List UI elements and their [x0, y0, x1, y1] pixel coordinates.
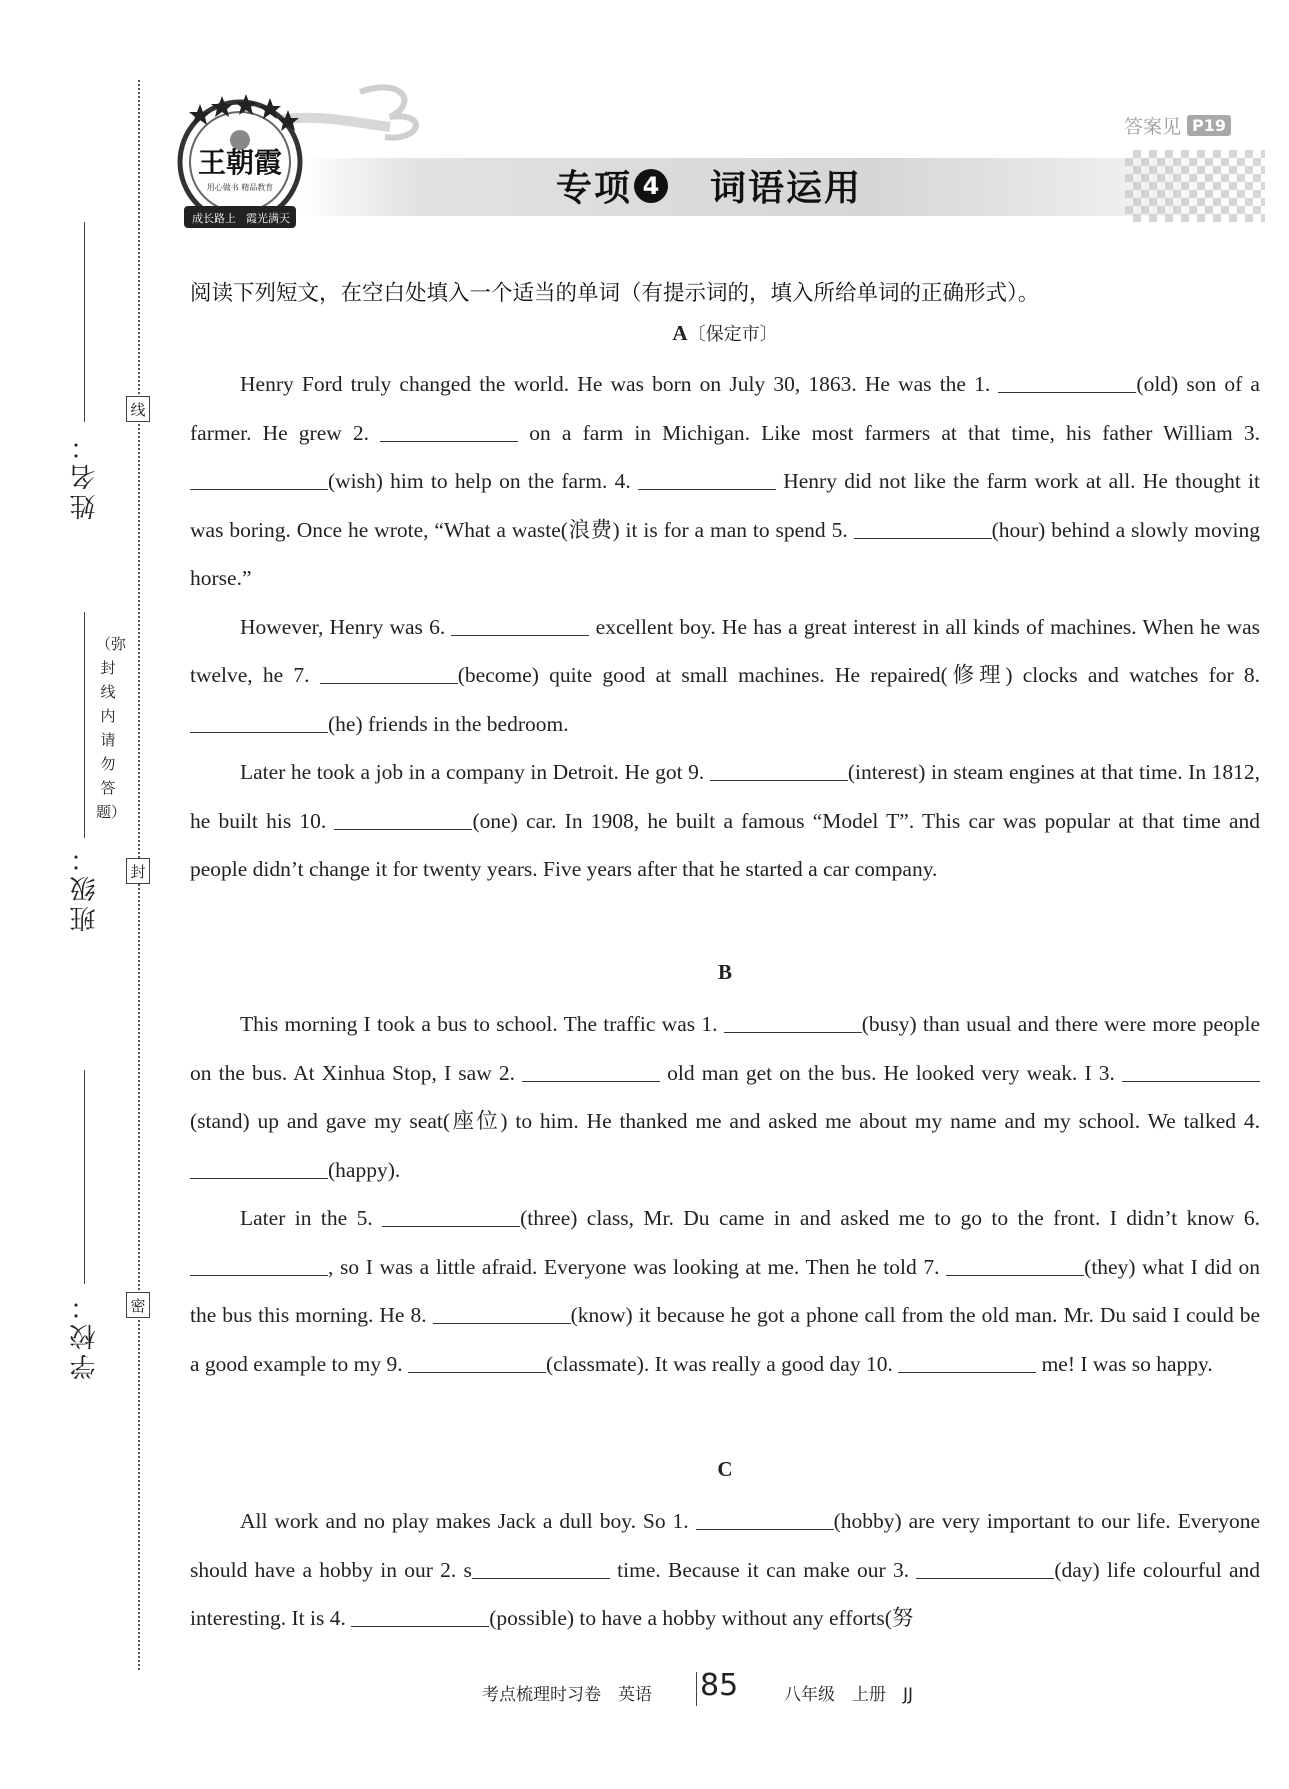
answer-blank[interactable]	[1122, 1059, 1260, 1082]
paragraph	[190, 1497, 1260, 1643]
passage-text: (day) life colourful and interesting. It is 4.	[190, 1557, 1261, 1630]
passage-text: (possible) to have a hobby without any efforts(努	[489, 1606, 914, 1630]
logo-slogan-left: 成长路上	[192, 212, 236, 225]
title-left: 专项	[556, 168, 633, 209]
answer-blank[interactable]	[190, 710, 328, 733]
answer-blank[interactable]	[433, 1302, 571, 1325]
page-number: 85	[700, 1668, 739, 1703]
passage-text: (he) friends in the bedroom.	[328, 711, 569, 736]
checker-decoration	[1125, 150, 1265, 222]
passage-text: (one) car. In 1908, he built a famous “Model T”. This car was popular at that time and people didn’t change it for twenty years. Five years after that he started a car company.	[190, 808, 1260, 881]
answer-blank[interactable]	[380, 419, 518, 442]
section-c-heading	[190, 1457, 1260, 1482]
paragraph	[190, 748, 1260, 894]
passage-text: (wish) him to help on the farm. 4.	[328, 469, 638, 493]
passage-text: on a farm in Michigan. Like most farmers at that time, his father William 3.	[518, 420, 1260, 445]
answer-blank[interactable]	[710, 759, 848, 782]
logo-small: 用心做书 精品教育	[206, 183, 274, 192]
instruction: 阅读下列短文，在空白处填入一个适当的单词（有提示词的，填入所给单词的正确形式）。	[190, 281, 1040, 306]
title-number-badge: 4	[634, 169, 668, 203]
passage-text: (become) quite good at small machines. He repaired(修理) clocks and watches for 8.	[457, 663, 1260, 687]
answer-blank[interactable]	[854, 516, 992, 539]
name-field[interactable]	[84, 222, 85, 422]
answer-blank[interactable]	[190, 1253, 328, 1276]
answer-blank[interactable]	[724, 1011, 862, 1034]
page-footer	[0, 1668, 1289, 1728]
page-title	[556, 160, 862, 211]
passage-b	[190, 1000, 1260, 1388]
passage-text: (interest) in steam engines at that time. In 1812, he built his 10.	[190, 760, 1261, 833]
passage-text: time. Because it can make our 3.	[609, 1557, 917, 1582]
passage-text: Henry did not like the farm work at all. He thought it was boring. Once he wrote, “What a waste(浪费) it is for a man to spend 5.	[190, 469, 1260, 542]
paragraph	[190, 603, 1260, 749]
passage-text: (happy).	[328, 1157, 401, 1182]
answer-blank[interactable]	[696, 1508, 834, 1531]
answer-blank[interactable]	[522, 1059, 660, 1082]
section-c-label: C	[717, 1457, 733, 1481]
answer-blank[interactable]	[638, 468, 776, 491]
passage-text: , so I was a little afraid. Everyone was looking at me. Then he told 7.	[328, 1254, 947, 1279]
answer-blank[interactable]	[190, 468, 328, 491]
section-b-heading	[190, 960, 1260, 985]
answer-blank[interactable]	[320, 662, 458, 685]
answer-blank[interactable]	[382, 1205, 520, 1228]
passage-text: Henry Ford truly changed the world. He was born on July 30, 1863. He was the 1.	[240, 372, 999, 396]
answer-reference	[1124, 112, 1231, 139]
seal-box-feng: 封	[126, 858, 150, 884]
answer-blank[interactable]	[190, 1156, 328, 1179]
answer-blank[interactable]	[998, 371, 1136, 394]
passage-text: (hour) behind a slowly moving horse.”	[190, 517, 1260, 590]
paragraph	[190, 360, 1260, 603]
answer-blank[interactable]	[946, 1253, 1084, 1276]
seal-box-xian: 线	[126, 396, 150, 422]
passage-text: (three) class, Mr. Du came in and asked me to go to the front. I didn’t know 6.	[520, 1206, 1260, 1230]
answer-blank[interactable]	[472, 1556, 610, 1579]
passage-text: me! I was so happy.	[1036, 1351, 1213, 1376]
answer-ref-text: 答案见	[1124, 116, 1182, 138]
passage-text: (busy) than usual and there were more people on the bus. At Xinhua Stop, I saw 2.	[190, 1012, 1261, 1085]
school-label: 学校：	[70, 1290, 100, 1380]
answer-blank[interactable]	[351, 1605, 489, 1628]
footer-book-title: 考点梳理时习卷 英语	[482, 1685, 652, 1705]
logo-name: 王朝霞	[197, 146, 283, 179]
passage-text: This morning I took a bus to school. The traffic was 1.	[240, 1012, 724, 1036]
passage-text: (classmate). It was really a good day 10.	[545, 1351, 899, 1376]
answer-blank[interactable]	[334, 807, 472, 830]
passage-text: excellent boy. He has a great interest in all kinds of machines. When he was twelve, he 7.	[190, 614, 1260, 687]
passage-a	[190, 360, 1260, 894]
passage-text: Later in the 5.	[240, 1206, 383, 1230]
answer-blank[interactable]	[916, 1556, 1054, 1579]
school-field[interactable]	[84, 1070, 85, 1284]
passage-text: (old) son of a farmer. He grew 2.	[190, 372, 1260, 445]
section-b-label: B	[717, 960, 732, 984]
passage-text: All work and no play makes Jack a dull boy. So 1.	[240, 1509, 696, 1533]
passage-text: (know) it because he got a phone call from the old man. Mr. Du said I could be a good example to my 9.	[190, 1303, 1261, 1376]
answer-blank[interactable]	[408, 1350, 546, 1373]
brand-logo	[170, 82, 430, 252]
paragraph	[190, 1000, 1260, 1194]
answer-blank[interactable]	[451, 613, 589, 636]
passage-text: (hobby) are very important to our life. Everyone should have a hobby in our 2. s	[190, 1509, 1260, 1582]
name-label: 姓名：	[70, 430, 100, 520]
section-a-source: 〔保定市〕	[687, 324, 778, 345]
paragraph	[190, 1194, 1260, 1388]
passage-text: Later he took a job in a company in Detroit. He got 9.	[240, 760, 710, 784]
answer-ref-page: P19	[1187, 115, 1231, 136]
seal-note: （弥封线内请勿答题）	[96, 635, 127, 821]
footer-divider	[696, 1672, 697, 1706]
section-a-label: A	[672, 321, 688, 345]
passage-text: However, Henry was 6.	[240, 614, 452, 639]
passage-text: (they) what I did on the bus this morning. He 8.	[190, 1254, 1260, 1327]
seal-box-mi: 密	[126, 1292, 150, 1318]
section-a-heading	[190, 320, 1260, 346]
passage-c	[190, 1497, 1260, 1643]
class-label: 班级：	[70, 842, 100, 932]
logo-slogan-right: 霞光满天	[246, 212, 290, 225]
answer-blank[interactable]	[898, 1350, 1036, 1373]
class-field[interactable]	[84, 612, 85, 838]
footer-grade: 八年级 上册 JJ	[784, 1685, 914, 1705]
title-right: 词语运用	[710, 168, 863, 209]
passage-text: old man get on the bus. He looked very weak. I 3.	[660, 1060, 1122, 1085]
passage-text: (stand) up and gave my seat(座位) to him. He thanked me and asked me about my name and my school. We talked 4.	[190, 1109, 1260, 1133]
